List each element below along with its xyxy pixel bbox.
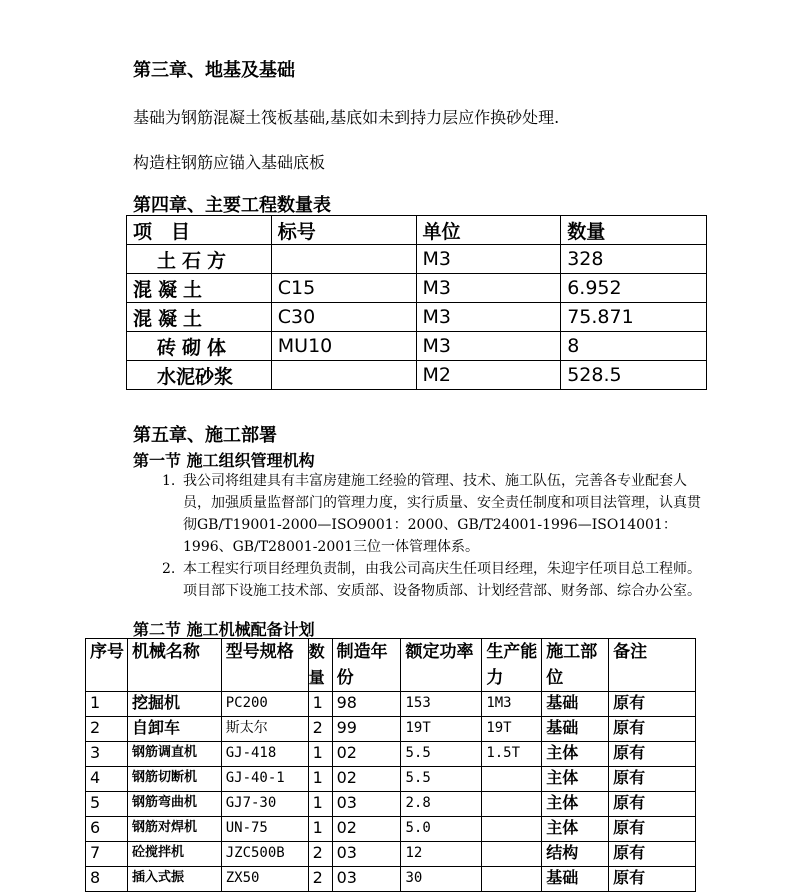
machinery-model: 斯太尔 bbox=[221, 717, 308, 742]
machinery-location: 主体 bbox=[542, 767, 609, 792]
machinery-capacity bbox=[482, 842, 542, 867]
chapter3-paragraph-2: 构造柱钢筋应锚入基础底板 bbox=[133, 153, 326, 172]
quantity-amount: 6.952 bbox=[561, 274, 707, 303]
machinery-capacity: 1.5T bbox=[482, 742, 542, 767]
machinery-capacity bbox=[482, 867, 542, 892]
machinery-model: PC200 bbox=[221, 692, 308, 717]
machinery-power: 2.8 bbox=[401, 792, 482, 817]
machinery-seq: 8 bbox=[86, 867, 128, 892]
chapter5-title: 第五章、施工部署 bbox=[133, 425, 277, 446]
machinery-name: 插入式振 bbox=[127, 867, 221, 892]
machinery-capacity bbox=[482, 792, 542, 817]
machinery-remark: 原有 bbox=[609, 792, 696, 817]
quantity-header-unit: 单位 bbox=[416, 216, 561, 245]
machinery-name: 钢筋调直机 bbox=[127, 742, 221, 767]
machinery-location: 基础 bbox=[542, 692, 609, 717]
machinery-power: 5.5 bbox=[401, 742, 482, 767]
machinery-location: 基础 bbox=[542, 717, 609, 742]
machinery-power: 30 bbox=[401, 867, 482, 892]
machinery-header-name: 机械名称 bbox=[127, 639, 221, 692]
machinery-model: UN-75 bbox=[221, 817, 308, 842]
machinery-seq: 2 bbox=[86, 717, 128, 742]
quantity-item: 混凝土 bbox=[127, 274, 272, 303]
table-row bbox=[86, 717, 696, 742]
machinery-capacity bbox=[482, 767, 542, 792]
quantity-item: 土石方 bbox=[127, 245, 272, 274]
quantity-unit: M2 bbox=[416, 361, 561, 390]
machinery-header-capacity: 生产能力 bbox=[482, 639, 542, 692]
machinery-header-model: 型号规格 bbox=[221, 639, 308, 692]
machinery-remark: 原有 bbox=[609, 842, 696, 867]
machinery-power: 153 bbox=[401, 692, 482, 717]
machinery-quantity: 1 bbox=[308, 742, 332, 767]
machinery-remark: 原有 bbox=[609, 717, 696, 742]
machinery-quantity: 1 bbox=[308, 692, 332, 717]
quantity-row bbox=[127, 274, 707, 303]
list-item bbox=[162, 470, 707, 558]
machinery-model: GJ-40-1 bbox=[221, 767, 308, 792]
machinery-year: 03 bbox=[332, 867, 401, 892]
machinery-remark: 原有 bbox=[609, 742, 696, 767]
machinery-model: GJ-418 bbox=[221, 742, 308, 767]
machinery-remark: 原有 bbox=[609, 692, 696, 717]
machinery-seq: 4 bbox=[86, 767, 128, 792]
machinery-table bbox=[85, 638, 696, 892]
table-row bbox=[86, 842, 696, 867]
quantity-header-item: 项 目 bbox=[127, 216, 272, 245]
quantity-row bbox=[127, 332, 707, 361]
machinery-header-year: 制造年份 bbox=[332, 639, 401, 692]
machinery-power: 5.0 bbox=[401, 817, 482, 842]
quantity-header-grade: 标号 bbox=[271, 216, 416, 245]
machinery-location: 主体 bbox=[542, 792, 609, 817]
quantity-item: 水泥砂浆 bbox=[127, 361, 272, 390]
machinery-header-remark: 备注 bbox=[609, 639, 696, 692]
machinery-quantity: 2 bbox=[308, 717, 332, 742]
quantity-unit: M3 bbox=[416, 274, 561, 303]
quantity-row bbox=[127, 303, 707, 332]
list-item-number: 2. bbox=[162, 561, 176, 577]
quantity-amount: 8 bbox=[561, 332, 707, 361]
machinery-capacity bbox=[482, 817, 542, 842]
quantity-row bbox=[127, 361, 707, 390]
quantity-grade: MU10 bbox=[271, 332, 416, 361]
quantity-grade bbox=[271, 245, 416, 274]
quantity-row bbox=[127, 245, 707, 274]
machinery-header-seq: 序号 bbox=[86, 639, 128, 692]
table-row bbox=[86, 692, 696, 717]
machinery-seq: 6 bbox=[86, 817, 128, 842]
section2-title: 第二节 施工机械配备计划 bbox=[133, 620, 315, 639]
machinery-seq: 1 bbox=[86, 692, 128, 717]
section1-title: 第一节 施工组织管理机构 bbox=[133, 451, 315, 470]
machinery-header-power: 额定功率 bbox=[401, 639, 482, 692]
machinery-remark: 原有 bbox=[609, 767, 696, 792]
machinery-quantity: 1 bbox=[308, 792, 332, 817]
machinery-model: ZX50 bbox=[221, 867, 308, 892]
management-list bbox=[162, 470, 707, 602]
machinery-capacity: 1M3 bbox=[482, 692, 542, 717]
quantity-table-header bbox=[127, 216, 707, 245]
quantity-amount: 528.5 bbox=[561, 361, 707, 390]
machinery-power: 5.5 bbox=[401, 767, 482, 792]
chapter3-paragraph-1: 基础为钢筋混凝土筏板基础,基底如未到持力层应作换砂处理. bbox=[133, 108, 560, 127]
list-item-number: 1. bbox=[162, 473, 176, 489]
machinery-capacity: 19T bbox=[482, 717, 542, 742]
machinery-location: 基础 bbox=[542, 867, 609, 892]
machinery-year: 03 bbox=[332, 842, 401, 867]
table-row bbox=[86, 817, 696, 842]
machinery-year: 02 bbox=[332, 817, 401, 842]
quantity-grade: C30 bbox=[271, 303, 416, 332]
machinery-remark: 原有 bbox=[609, 817, 696, 842]
table-row bbox=[86, 742, 696, 767]
machinery-quantity: 2 bbox=[308, 842, 332, 867]
quantity-unit: M3 bbox=[416, 332, 561, 361]
machinery-year: 98 bbox=[332, 692, 401, 717]
machinery-seq: 3 bbox=[86, 742, 128, 767]
machinery-seq: 7 bbox=[86, 842, 128, 867]
machinery-name: 自卸车 bbox=[127, 717, 221, 742]
chapter3-title: 第三章、地基及基础 bbox=[133, 60, 295, 81]
machinery-quantity: 1 bbox=[308, 817, 332, 842]
machinery-header-quantity: 数量 bbox=[308, 639, 332, 692]
machinery-year: 03 bbox=[332, 792, 401, 817]
machinery-quantity: 1 bbox=[308, 767, 332, 792]
quantity-unit: M3 bbox=[416, 245, 561, 274]
list-item-text: 我公司将组建具有丰富房建施工经验的管理、技术、施工队伍，完善各专业配套人员，加强质量监督部门的管理力度，实行质量、安全责任制度和项目法管理，认真贯彻GB/T19001-2000—ISO9001：2000、GB/T24001-1996—ISO14001：1996、GB/T28001-2001三位一体管理体系。 bbox=[183, 473, 701, 555]
machinery-power: 19T bbox=[401, 717, 482, 742]
machinery-location: 主体 bbox=[542, 742, 609, 767]
quantity-unit: M3 bbox=[416, 303, 561, 332]
table-row bbox=[86, 867, 696, 892]
machinery-year: 02 bbox=[332, 742, 401, 767]
machinery-header-location: 施工部位 bbox=[542, 639, 609, 692]
list-item-text: 本工程实行项目经理负责制，由我公司高庆生任项目经理，朱迎宇任项目总工程师。项目部下设施工技术部、安质部、设备物质部、计划经营部、财务部、综合办公室。 bbox=[183, 561, 701, 599]
machinery-model: JZC500B bbox=[221, 842, 308, 867]
machinery-name: 钢筋弯曲机 bbox=[127, 792, 221, 817]
quantity-grade bbox=[271, 361, 416, 390]
table-row bbox=[86, 767, 696, 792]
quantity-grade: C15 bbox=[271, 274, 416, 303]
machinery-remark: 原有 bbox=[609, 867, 696, 892]
machinery-name: 钢筋对焊机 bbox=[127, 817, 221, 842]
machinery-quantity: 2 bbox=[308, 867, 332, 892]
machinery-seq: 5 bbox=[86, 792, 128, 817]
machinery-year: 99 bbox=[332, 717, 401, 742]
machinery-location: 结构 bbox=[542, 842, 609, 867]
machinery-name: 挖掘机 bbox=[127, 692, 221, 717]
quantity-header-amount: 数量 bbox=[561, 216, 707, 245]
machinery-location: 主体 bbox=[542, 817, 609, 842]
quantity-item: 混凝土 bbox=[127, 303, 272, 332]
machinery-name: 钢筋切断机 bbox=[127, 767, 221, 792]
quantity-amount: 328 bbox=[561, 245, 707, 274]
machinery-name: 砼搅拌机 bbox=[127, 842, 221, 867]
chapter4-title: 第四章、主要工程数量表 bbox=[133, 195, 331, 216]
machinery-table-header bbox=[86, 639, 696, 692]
machinery-year: 02 bbox=[332, 767, 401, 792]
machinery-power: 12 bbox=[401, 842, 482, 867]
quantity-table bbox=[126, 215, 707, 390]
list-item bbox=[162, 558, 707, 602]
quantity-amount: 75.871 bbox=[561, 303, 707, 332]
quantity-item: 砖砌体 bbox=[127, 332, 272, 361]
table-row bbox=[86, 792, 696, 817]
machinery-model: GJ7-30 bbox=[221, 792, 308, 817]
